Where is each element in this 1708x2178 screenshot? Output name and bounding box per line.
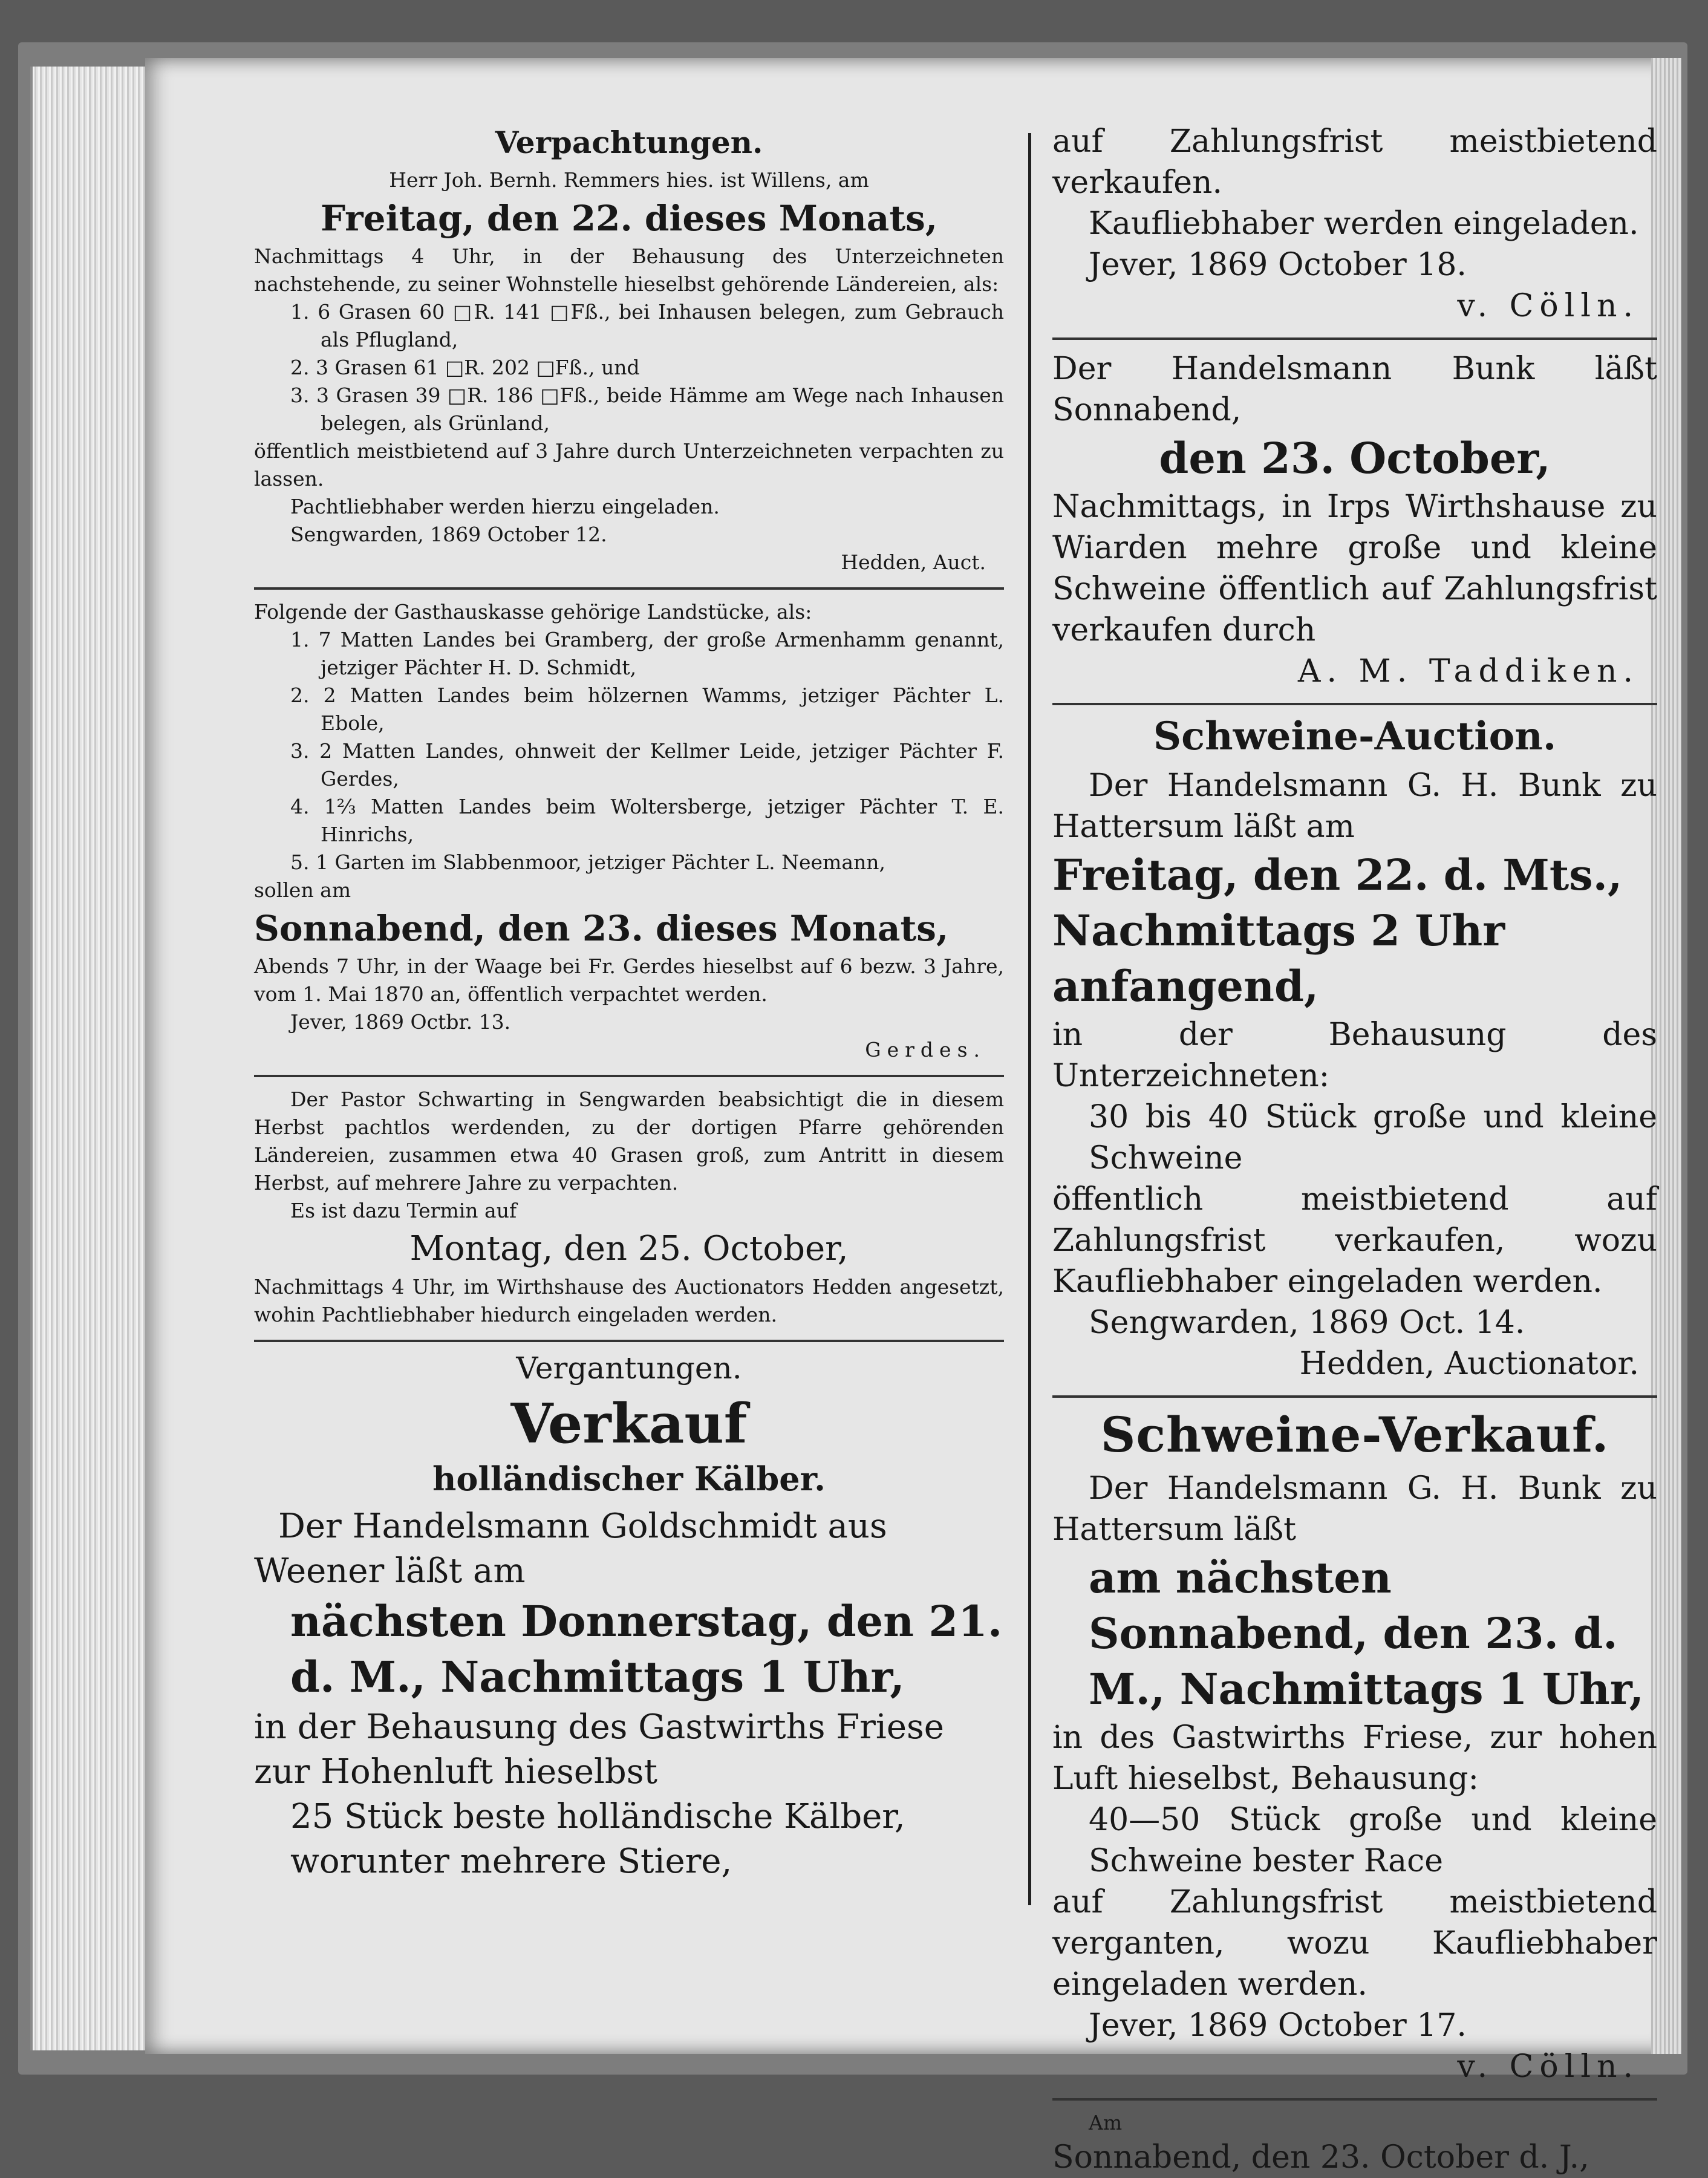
ad-separator <box>1052 337 1657 340</box>
ad-intro: Der Handelsmann G. H. Bunk zu Hattersum läßt am <box>1052 768 1657 845</box>
ad-date: den 23. October, <box>1159 433 1551 483</box>
ad-body: auf Zahlungsfrist meistbietend verkaufen. <box>1052 123 1657 201</box>
ad-pastor-schwarting <box>254 1086 1004 1329</box>
ad-body: öffentlich meistbietend auf 3 Jahre durch Unterzeichneten verpachten zu lassen. <box>254 439 1004 491</box>
ad-body: Abends 7 Uhr, in der Waage bei Fr. Gerdes hieselbst auf 6 bezw. 3 Jahre, vom 1. Mai 1870 an, öffentlich verpachtet werden. <box>254 954 1004 1006</box>
section-heading: Verpachtungen. <box>495 125 763 160</box>
ad-body: in der Behausung des Unterzeichneten: <box>1052 1017 1657 1094</box>
book-spine-pages <box>30 67 148 2050</box>
ad-place-date: Jever, 1869 Octbr. 13. <box>290 1010 511 1034</box>
list-item: 3. 3 Grasen 39 □R. 186 □Fß., beide Hämme am Wege nach Inhausen belegen, als Grünland, <box>290 383 1004 435</box>
ad-intro: Der Handelsmann G. H. Bunk zu Hattersum läßt <box>1052 1470 1657 1548</box>
ad-invite: Kaufliebhaber werden eingeladen. <box>1089 206 1639 242</box>
ad-body: Nachmittags, in Irps Wirthshause zu Wiarden mehre große und kleine Schweine öffentlich auf Zahlungsfrist verkaufen durch <box>1052 489 1657 648</box>
ad-date: am nächsten Sonnabend, den 23. d. M., Nachmittags 1 Uhr, <box>1089 1553 1644 1714</box>
ad-text: Es ist dazu Termin auf <box>290 1199 517 1222</box>
list-item: 1. 7 Matten Landes bei Gramberg, der große Armenhamm genannt, jetziger Pächter H. D. Schmidt, <box>290 628 1004 679</box>
ad-body: 30 bis 40 Stück große und kleine Schweine <box>1089 1099 1657 1176</box>
ad-date: Montag, den 25. October, <box>409 1229 849 1268</box>
ad-text: sollen am <box>254 878 351 902</box>
ad-place-date: Jever, 1869 October 17. <box>1089 2007 1467 2044</box>
right-column <box>1052 121 1657 2178</box>
ad-date: Sonnabend, den 23. dieses Monats, <box>254 908 949 949</box>
column-rule <box>1028 133 1031 1905</box>
ad-verkauf-kaelber <box>254 1351 1004 1884</box>
ad-separator <box>1052 1395 1657 1398</box>
left-column <box>254 121 1004 1884</box>
ad-body: in der Behausung des Gastwirths Friese zur Hohenluft hieselbst <box>254 1707 944 1792</box>
ad-body: 40—50 Stück große und kleine Schweine bester Race <box>1089 1802 1657 1879</box>
list-item: 1. 6 Grasen 60 □R. 141 □Fß., bei Inhausen belegen, zum Gebrauch als Pflugland, <box>290 300 1004 351</box>
ad-separator <box>1052 2098 1657 2101</box>
list-item: 2. 3 Grasen 61 □R. 202 □Fß., und <box>290 356 640 379</box>
ad-body: 25 Stück beste holländische Kälber, worunter mehrere Stiere, <box>290 1797 905 1881</box>
ad-signature: v. Cölln. <box>1457 288 1639 324</box>
ad-signature: Hedden, Auct. <box>841 550 986 574</box>
ad-body: auf Zahlungsfrist meistbietend verganten, wozu Kaufliebhaber eingeladen werden. <box>1052 1884 1657 2003</box>
ad-separator <box>254 1075 1004 1077</box>
ad-verpachtung-remmers <box>254 125 1004 576</box>
ad-place-date: Sengwarden, 1869 Oct. 14. <box>1089 1305 1525 1341</box>
list-item: 3. 2 Matten Landes, ohnweit der Kellmer Leide, jetziger Pächter F. Gerdes, <box>290 739 1004 791</box>
ad-schweine-verkauf <box>1052 1406 1657 2087</box>
ad-signature: Gerdes. <box>865 1038 986 1061</box>
ad-intro: Der Handelsmann Bunk läßt Sonnabend, <box>1052 351 1657 428</box>
list-item: 2. 2 Matten Landes beim hölzernen Wamms, jetziger Pächter L. Ebole, <box>290 683 1004 735</box>
ad-intro: Herr Joh. Bernh. Remmers hies. ist Willens, am <box>389 168 869 192</box>
ad-place-date: Jever, 1869 October 18. <box>1089 247 1467 283</box>
ad-bunk-wiarden <box>1052 348 1657 692</box>
ad-signature: Hedden, Auctionator. <box>1299 1346 1639 1382</box>
ad-separator <box>254 587 1004 590</box>
ad-verkauf-coelln-1 <box>1052 121 1657 327</box>
ad-intro: Folgende der Gasthauskasse gehörige Landstücke, als: <box>254 600 812 624</box>
ad-subtitle: holländischer Kälber. <box>432 1459 826 1498</box>
ad-body: öffentlich meistbietend auf Zahlungsfrist verkaufen, wozu Kaufliebhaber eingeladen werden. <box>1052 1181 1657 1300</box>
section-heading: Schweine-Auction. <box>1153 714 1557 759</box>
ad-signature: A. M. Taddiken. <box>1297 653 1639 690</box>
ad-place-date: Sengwarden, 1869 October 12. <box>290 523 607 546</box>
ad-body: Nachmittags 4 Uhr, im Wirthshause des Auctionators Hedden angesetzt, wohin Pachtliebhaber hiedurch eingeladen werden. <box>254 1275 1004 1326</box>
ad-date: Freitag, den 22. d. Mts., Nachmittags 2 Uhr anfangend, <box>1052 850 1623 1011</box>
ad-body: Nachmittags 4 Uhr, in der Behausung des Unterzeichneten nachstehende, zu seiner Wohnstelle hieselbst gehörende Ländereien, als: <box>254 244 1004 296</box>
section-heading: Vergantungen. <box>516 1351 742 1386</box>
ad-body: in des Gastwirths Friese, zur hohen Luft hieselbst, Behausung: <box>1052 1720 1657 1797</box>
ad-date: Freitag, den 22. dieses Monats, <box>320 198 938 239</box>
list-item: 4. 1⅔ Matten Landes beim Woltersberge, jetziger Pächter T. E. Hinrichs, <box>290 795 1004 846</box>
ad-date: nächsten Donnerstag, den 21. d. M., Nachmittags 1 Uhr, <box>290 1596 1003 1702</box>
list-item: 5. 1 Garten im Slabbenmoor, jetziger Pächter L. Neemann, <box>290 850 886 874</box>
ad-gasthauskasse <box>254 598 1004 1064</box>
section-heading: Schweine-Verkauf. <box>1100 1406 1609 1463</box>
ad-date: Sonnabend, den 23. October d. J., <box>1052 2139 1589 2176</box>
ad-text: Am <box>1089 2111 1123 2134</box>
ad-sonnabend-23 <box>1052 2109 1657 2178</box>
ad-intro: Der Handelsmann Goldschmidt aus Weener läßt am <box>254 1507 887 1591</box>
ad-schweine-auction <box>1052 714 1657 1384</box>
ad-invite: Pachtliebhaber werden hierzu eingeladen. <box>290 495 720 518</box>
ad-separator <box>254 1340 1004 1342</box>
ad-body: Der Pastor Schwarting in Sengwarden beabsichtigt die in diesem Herbst pachtlos werdenden, zu der dortigen Pfarre gehörenden Ländereien, zusammen etwa 40 Grasen groß, zum Antritt in diesem Herbst, auf mehrere Jahre zu verpachten. <box>254 1087 1004 1195</box>
ad-title: Verkauf <box>510 1392 748 1456</box>
ad-signature: v. Cölln. <box>1457 2049 1639 2085</box>
ad-separator <box>1052 703 1657 705</box>
